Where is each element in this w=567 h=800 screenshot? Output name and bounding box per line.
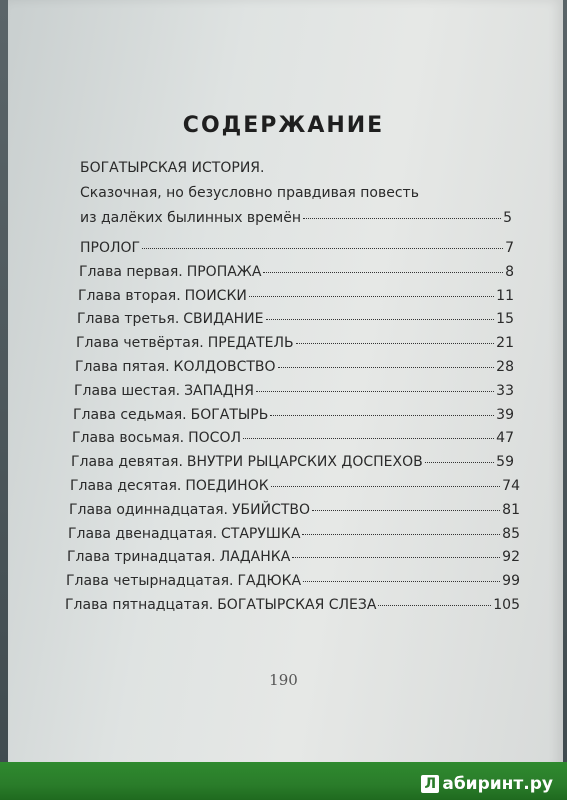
page-ref: 5 [503, 210, 512, 226]
dot-leader [256, 391, 494, 392]
chapter-title: КОЛДОВСТВО [173, 359, 276, 375]
toc-entry-label [77, 311, 264, 327]
dot-leader [263, 272, 503, 273]
chapter-title: ПОИСКИ [184, 287, 247, 304]
chapter-title: БОГАТЫРЬ [190, 406, 269, 423]
chapter-title: ПОСОЛ [188, 430, 241, 447]
chapter-title: ПРЕДАТЕЛЬ [207, 335, 294, 352]
chapter-title: ГАДЮКА [237, 573, 302, 590]
toc-entry[interactable] [75, 359, 514, 375]
watermark [421, 774, 553, 794]
toc-entry[interactable] [79, 264, 514, 280]
page-ref: 7 [505, 240, 514, 256]
chapter-prefix: Глава шестая. [74, 382, 181, 399]
intro-line-3: из далёких былинных времён [80, 210, 302, 226]
chapter-title: ВНУТРИ РЫЦАРСКИХ ДОСПЕХОВ [186, 454, 423, 471]
page-number: 190 [269, 671, 298, 689]
toc-entry[interactable] [71, 454, 514, 470]
dot-leader [302, 534, 500, 535]
dot-leader [271, 486, 501, 487]
chapter-prefix: Глава десятая. [70, 478, 182, 494]
page-ref: 81 [502, 501, 520, 518]
toc-entry[interactable] [78, 288, 514, 304]
dot-leader [378, 605, 491, 606]
page-ref: 85 [502, 525, 520, 542]
dot-leader [243, 438, 494, 439]
page-title: СОДЕРЖАНИЕ [182, 113, 385, 138]
page-ref: 105 [493, 597, 520, 613]
chapter-prefix: Глава тринадцатая. [67, 549, 216, 566]
toc-entry-label [78, 288, 247, 304]
toc-entry[interactable] [65, 597, 520, 613]
chapter-prefix: Глава пятая. [75, 359, 170, 375]
toc-entry[interactable] [66, 573, 520, 589]
toc-entry-label [75, 359, 276, 375]
chapter-prefix: Глава первая. [79, 263, 183, 280]
chapter-prefix: Глава девятая. [71, 454, 183, 471]
chapter-title: ПОЕДИНОК [185, 478, 269, 494]
dot-leader [266, 319, 495, 320]
toc-entry[interactable] [76, 335, 514, 351]
toc-entry[interactable] [72, 430, 514, 446]
page-ref: 33 [496, 382, 514, 399]
toc-entry-label [69, 502, 310, 518]
page-ref: 59 [496, 454, 514, 471]
toc-entry[interactable] [80, 240, 514, 256]
page-ref: 11 [496, 287, 514, 304]
chapter-prefix: Глава четвёртая. [76, 335, 204, 352]
chapter-title: СВИДАНИЕ [183, 311, 264, 328]
page-ref: 15 [496, 311, 514, 328]
chapter-prefix: Глава восьмая. [72, 430, 185, 447]
chapter-title: СТАРУШКА [221, 525, 301, 542]
toc-entry-label [74, 383, 254, 399]
page-ref: 28 [496, 359, 514, 375]
toc-entry[interactable] [70, 478, 520, 494]
page-ref: 99 [502, 573, 520, 590]
page-ref: 74 [502, 478, 520, 494]
chapter-prefix: Глава седьмая. [73, 406, 187, 423]
dot-leader [142, 248, 503, 249]
toc-entry-label [80, 240, 140, 256]
dot-leader [270, 415, 494, 416]
toc-entry-label [68, 526, 300, 542]
chapter-title: БОГАТЫРСКАЯ СЛЕЗА [217, 597, 377, 613]
page-ref: 47 [496, 430, 514, 447]
chapter-prefix: ПРОЛОГ [80, 240, 141, 256]
toc-entry-label [71, 454, 423, 470]
toc-entry[interactable] [77, 311, 514, 327]
toc-entry-label [73, 407, 268, 423]
labirint-logo-icon: Л [421, 775, 439, 793]
chapter-prefix: Глава третья. [77, 311, 180, 328]
dot-leader [312, 510, 500, 511]
intro-line-2: Сказочная, но безусловно правдивая повесть [80, 185, 419, 201]
toc-entry-label [76, 335, 294, 351]
intro-entry[interactable] [80, 210, 512, 226]
toc-entry-label [66, 573, 301, 589]
chapter-prefix: Глава пятнадцатая. [65, 597, 214, 613]
toc-entry-label [67, 549, 290, 565]
chapter-title: ЛАДАНКА [219, 549, 291, 566]
dot-leader [249, 296, 494, 297]
toc-entry[interactable] [69, 502, 520, 518]
toc-entry-label [72, 430, 241, 446]
intro-line-1: БОГАТЫРСКАЯ ИСТОРИЯ. [80, 160, 265, 176]
dot-leader [292, 557, 500, 558]
toc-entry-label [79, 264, 261, 280]
chapter-prefix: Глава вторая. [78, 287, 181, 304]
dot-leader [425, 462, 494, 463]
toc-entry-label [65, 597, 376, 613]
toc-entry[interactable] [73, 407, 514, 423]
chapter-title: УБИЙСТВО [231, 501, 311, 518]
page-ref: 39 [496, 406, 514, 423]
dot-leader [296, 343, 495, 344]
chapter-prefix: Глава четырнадцатая. [66, 573, 234, 590]
dot-leader [303, 581, 500, 582]
dot-leader [303, 218, 501, 219]
page-ref: 8 [505, 263, 514, 280]
page-ref: 21 [496, 335, 514, 352]
toc-entry[interactable] [68, 526, 520, 542]
toc-entry[interactable] [74, 383, 514, 399]
toc-entry-label [70, 478, 269, 494]
chapter-prefix: Глава одиннадцатая. [69, 501, 228, 518]
chapter-prefix: Глава двенадцатая. [68, 525, 218, 542]
chapter-title: ПРОПАЖА [186, 263, 262, 280]
watermark-text: абиринт.ру [442, 774, 553, 794]
toc-entry[interactable] [67, 549, 520, 565]
page-ref: 92 [502, 549, 520, 566]
chapter-title: ЗАПАДНЯ [184, 382, 254, 399]
dot-leader [278, 367, 495, 368]
